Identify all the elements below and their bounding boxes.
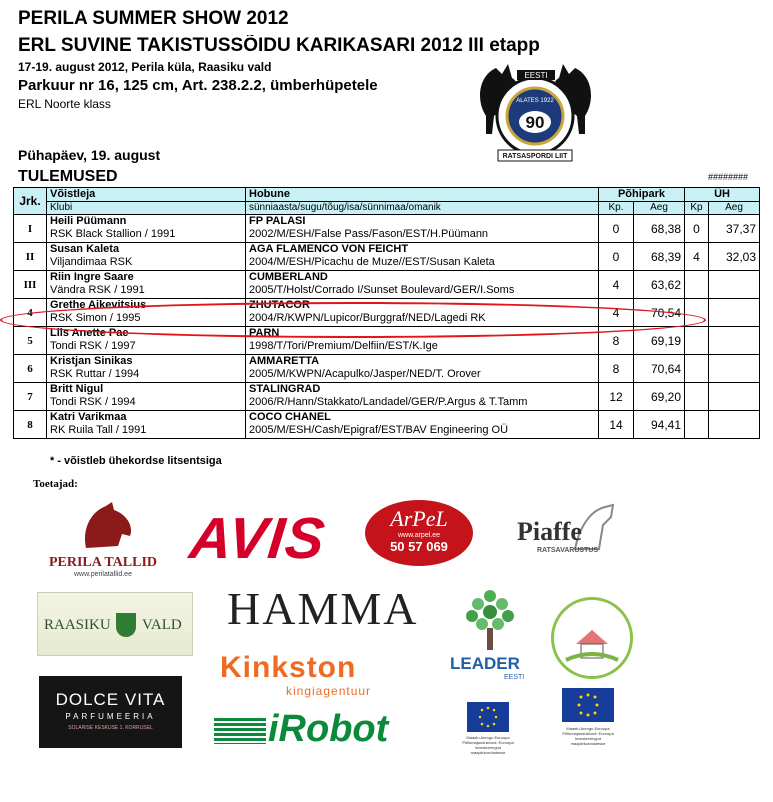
sponsors-label: Toetajad: — [33, 478, 78, 490]
rider-cell — [47, 383, 246, 411]
table-row — [14, 355, 760, 383]
kp2-cell — [685, 411, 709, 439]
rider-cell — [47, 271, 246, 299]
col-pohipark: Põhipark — [599, 188, 685, 202]
kp2-cell: 4 — [685, 243, 709, 271]
highlight-ellipse — [0, 302, 706, 338]
eu-flag-icon-2 — [562, 688, 614, 722]
horse-name: CUMBERLAND — [249, 271, 328, 283]
aeg2-cell — [709, 327, 760, 355]
event-dates: 17-19. august 2012, Perila küla, Raasiku vald — [18, 60, 272, 74]
col-horse-info: sünniaasta/sugu/tõug/isa/sünnimaa/omanik — [246, 202, 599, 215]
dolce-vita-logo — [39, 676, 182, 748]
col-aeg: Aeg — [634, 202, 685, 215]
rider-cell — [47, 215, 246, 243]
col-aeg2: Aeg — [709, 202, 760, 215]
horse-info: 2005/M/ESH/Cash/Epigraf/EST/BAV Engineering OÜ — [249, 424, 509, 436]
horse-name: FP PALASI — [249, 215, 306, 227]
event-title: ERL SUVINE TAKISTUSSÕIDU KARIKASARI 2012 III etapp — [18, 35, 540, 56]
horse-info: 2002/M/ESH/False Pass/Fason/EST/H.Püümann — [249, 228, 489, 240]
rider-club: RSK Simon / 1995 — [50, 312, 141, 324]
logo-bottom-text: RATSASPORDI LIIT — [502, 153, 568, 160]
col-rider: Võistleja — [47, 188, 246, 202]
rank-cell: 8 — [14, 411, 47, 439]
horse-cell — [246, 215, 599, 243]
kp-cell: 0 — [599, 215, 634, 243]
arpel-name: ArPeL — [390, 506, 448, 531]
horse-cell — [246, 355, 599, 383]
logo-top-text: EESTI — [524, 71, 548, 80]
dolce-sub2: SOLARISE KESKUSE 1. KORRUSEL — [68, 725, 153, 731]
kp-cell: 0 — [599, 243, 634, 271]
horse-info: 2005/T/Holst/Corrado I/Sunset Boulevard/GER/I.Soms — [249, 284, 515, 296]
horse-cell — [246, 411, 599, 439]
aeg-cell: 69,20 — [634, 383, 685, 411]
rider-name: Heili Püümann — [50, 215, 127, 227]
irobot-stripes-icon — [214, 718, 266, 744]
dolce-name: DOLCE VITA — [55, 690, 166, 709]
rider-name: Grethe Aikevitsius — [50, 299, 147, 311]
rank-cell: 5 — [14, 327, 47, 355]
rider-club: Tondi RSK / 1994 — [50, 396, 136, 408]
aeg-cell: 94,41 — [634, 411, 685, 439]
leader-sub: EESTI — [504, 674, 525, 681]
horse-name: COCO CHANEL — [249, 411, 331, 423]
avis-logo: AVIS — [186, 506, 329, 571]
table-row — [14, 271, 760, 299]
table-subheader-row — [14, 202, 760, 215]
perila-url: www.perilatallid.ee — [74, 571, 132, 578]
rank-cell: 6 — [14, 355, 47, 383]
rider-name: Liis Anette Pae — [50, 327, 129, 339]
raasiku-name: RAASIKU — [44, 617, 111, 633]
piaffe-sub: RATSAVARUSTUS — [537, 547, 599, 554]
horse-head-icon — [38, 500, 168, 550]
perila-name: PERILA TALLID — [48, 555, 157, 570]
results-heading: TULEMUSED — [18, 168, 118, 185]
perila-tallid-logo — [38, 500, 168, 580]
aeg-cell: 69,19 — [634, 327, 685, 355]
house-icon — [554, 600, 630, 676]
table-row — [14, 243, 760, 271]
irobot-logo — [214, 708, 420, 750]
horse-info: 1998/T/Tori/Premium/Delfiin/EST/K.Ige — [249, 340, 438, 352]
arpel-url: www.arpel.ee — [397, 532, 441, 539]
rank-cell: 4 — [14, 299, 47, 327]
col-kp2: Kp — [685, 202, 709, 215]
table-row — [14, 383, 760, 411]
table-row — [14, 411, 760, 439]
col-club: Klubi — [47, 202, 246, 215]
col-kp: Kp. — [599, 202, 634, 215]
aeg2-cell — [709, 299, 760, 327]
aeg-cell: 70,54 — [634, 299, 685, 327]
rider-cell — [47, 411, 246, 439]
horse-info: 2006/R/Hann/Stakkato/Landadel/GER/P.Argus & T.Tamm — [249, 396, 528, 408]
license-note: * - võistleb ühekordse litsentsiga — [50, 455, 222, 467]
kp2-cell — [685, 355, 709, 383]
rank-cell: 7 — [14, 383, 47, 411]
rider-club: RSK Ruttar / 1994 — [50, 368, 140, 380]
table-header-row — [14, 188, 760, 202]
arpel-phone: 50 57 069 — [390, 539, 448, 554]
horse-info: 2004/M/ESH/Picachu de Muze//EST/Susan Kaleta — [249, 256, 495, 268]
arpel-logo — [365, 500, 473, 566]
horse-cell — [246, 383, 599, 411]
col-jrk: Jrk. — [14, 188, 47, 215]
rank-cell: II — [14, 243, 47, 271]
horse-name: AGA FLAMENCO VON FEICHT — [249, 243, 409, 255]
kp-cell: 12 — [599, 383, 634, 411]
kinkston-sub: kingiagentuur — [286, 684, 372, 698]
horse-info: 2005/M/KWPN/Acapulko/Jasper/NED/T. Orover — [249, 368, 481, 380]
kp2-cell — [685, 383, 709, 411]
rider-cell — [47, 243, 246, 271]
horse-name: ZHUTACOR — [249, 299, 310, 311]
kp-cell: 4 — [599, 299, 634, 327]
dolce-sub: PARFUMEERIA — [65, 712, 156, 721]
eu-flag-icon — [467, 702, 509, 732]
eu-caption: Maaelu Arengu Euroopa Põllumajandusfond: Euroopa investeeringud maapiirkondadesse — [462, 735, 514, 755]
kp-cell: 8 — [599, 327, 634, 355]
raasiku-vald-logo — [37, 592, 193, 656]
rank-cell: I — [14, 215, 47, 243]
rider-club: RSK Black Stallion / 1991 — [50, 228, 176, 240]
rider-name: Riin Ingre Saare — [50, 271, 134, 283]
day-label: Pühapäev, 19. august — [18, 147, 161, 163]
rider-club: Tondi RSK / 1997 — [50, 340, 136, 352]
vald-name: VALD — [142, 617, 182, 633]
horse-cell — [246, 243, 599, 271]
table-row — [14, 215, 760, 243]
aeg2-cell — [709, 411, 760, 439]
horse-info: 2004/R/KWPN/Lupicor/Burggraf/NED/Lagedi RK — [249, 312, 486, 324]
kp2-cell: 0 — [685, 215, 709, 243]
irobot-name: iRobot — [268, 708, 389, 750]
kinkston-logo: Kinkston — [220, 651, 357, 684]
col-uh: ÜH — [685, 188, 760, 202]
rank-cell: III — [14, 271, 47, 299]
rider-club: Viljandimaa RSK — [50, 256, 133, 268]
rider-name: Kristjan Sinikas — [50, 355, 133, 367]
horse-cell — [246, 271, 599, 299]
tree-icon — [460, 588, 520, 652]
aeg-cell: 68,38 — [634, 215, 685, 243]
aeg2-cell: 37,37 — [709, 215, 760, 243]
eu-caption-2: Maaelu Arengu Euroopa Põllumajandusfond: Euroopa investeeringud maapiirkondadesse — [562, 726, 614, 746]
aeg2-cell — [709, 355, 760, 383]
aeg2-cell: 32,03 — [709, 243, 760, 271]
kp-cell: 8 — [599, 355, 634, 383]
rider-cell — [47, 355, 246, 383]
horse-name: STALINGRAD — [249, 383, 321, 395]
horse-name: AMMARETTA — [249, 355, 320, 367]
leader-name: LEADER — [450, 654, 520, 673]
logo-years-text: ALATES 1922 — [516, 98, 554, 104]
kp-cell: 4 — [599, 271, 634, 299]
aeg-cell: 70,64 — [634, 355, 685, 383]
aeg2-cell — [709, 271, 760, 299]
kp2-cell — [685, 327, 709, 355]
erl-90-logo — [468, 56, 603, 166]
piaffe-logo — [517, 503, 617, 563]
rider-name: Susan Kaleta — [50, 243, 120, 255]
course-info: Parkuur nr 16, 125 cm, Art. 238.2.2, ümberhüpetele — [18, 77, 378, 94]
class-name: ERL Noorte klass — [18, 97, 111, 111]
horse-name: PARN — [249, 327, 280, 339]
hamma-logo: HAMMA — [227, 583, 419, 634]
aeg-cell: 68,39 — [634, 243, 685, 271]
rider-club: RK Ruila Tall / 1991 — [50, 424, 147, 436]
rider-club: Vändra RSK / 1991 — [50, 284, 145, 296]
aeg2-cell — [709, 383, 760, 411]
hash-marks: ######## — [708, 172, 749, 182]
kp2-cell — [685, 271, 709, 299]
page-title: PERILA SUMMER SHOW 2012 — [18, 8, 289, 29]
aeg-cell: 63,62 — [634, 271, 685, 299]
piaffe-name: Piaffe — [517, 517, 582, 546]
col-horse: Hobune — [246, 188, 599, 202]
kp-cell: 14 — [599, 411, 634, 439]
logo-number: 90 — [525, 113, 545, 132]
rider-name: Katri Varikmaa — [50, 411, 127, 423]
round-badge-logo — [551, 597, 633, 679]
leader-logo — [450, 588, 530, 683]
rider-name: Britt Nigul — [50, 383, 104, 395]
raasiku-shield-icon — [116, 613, 136, 637]
